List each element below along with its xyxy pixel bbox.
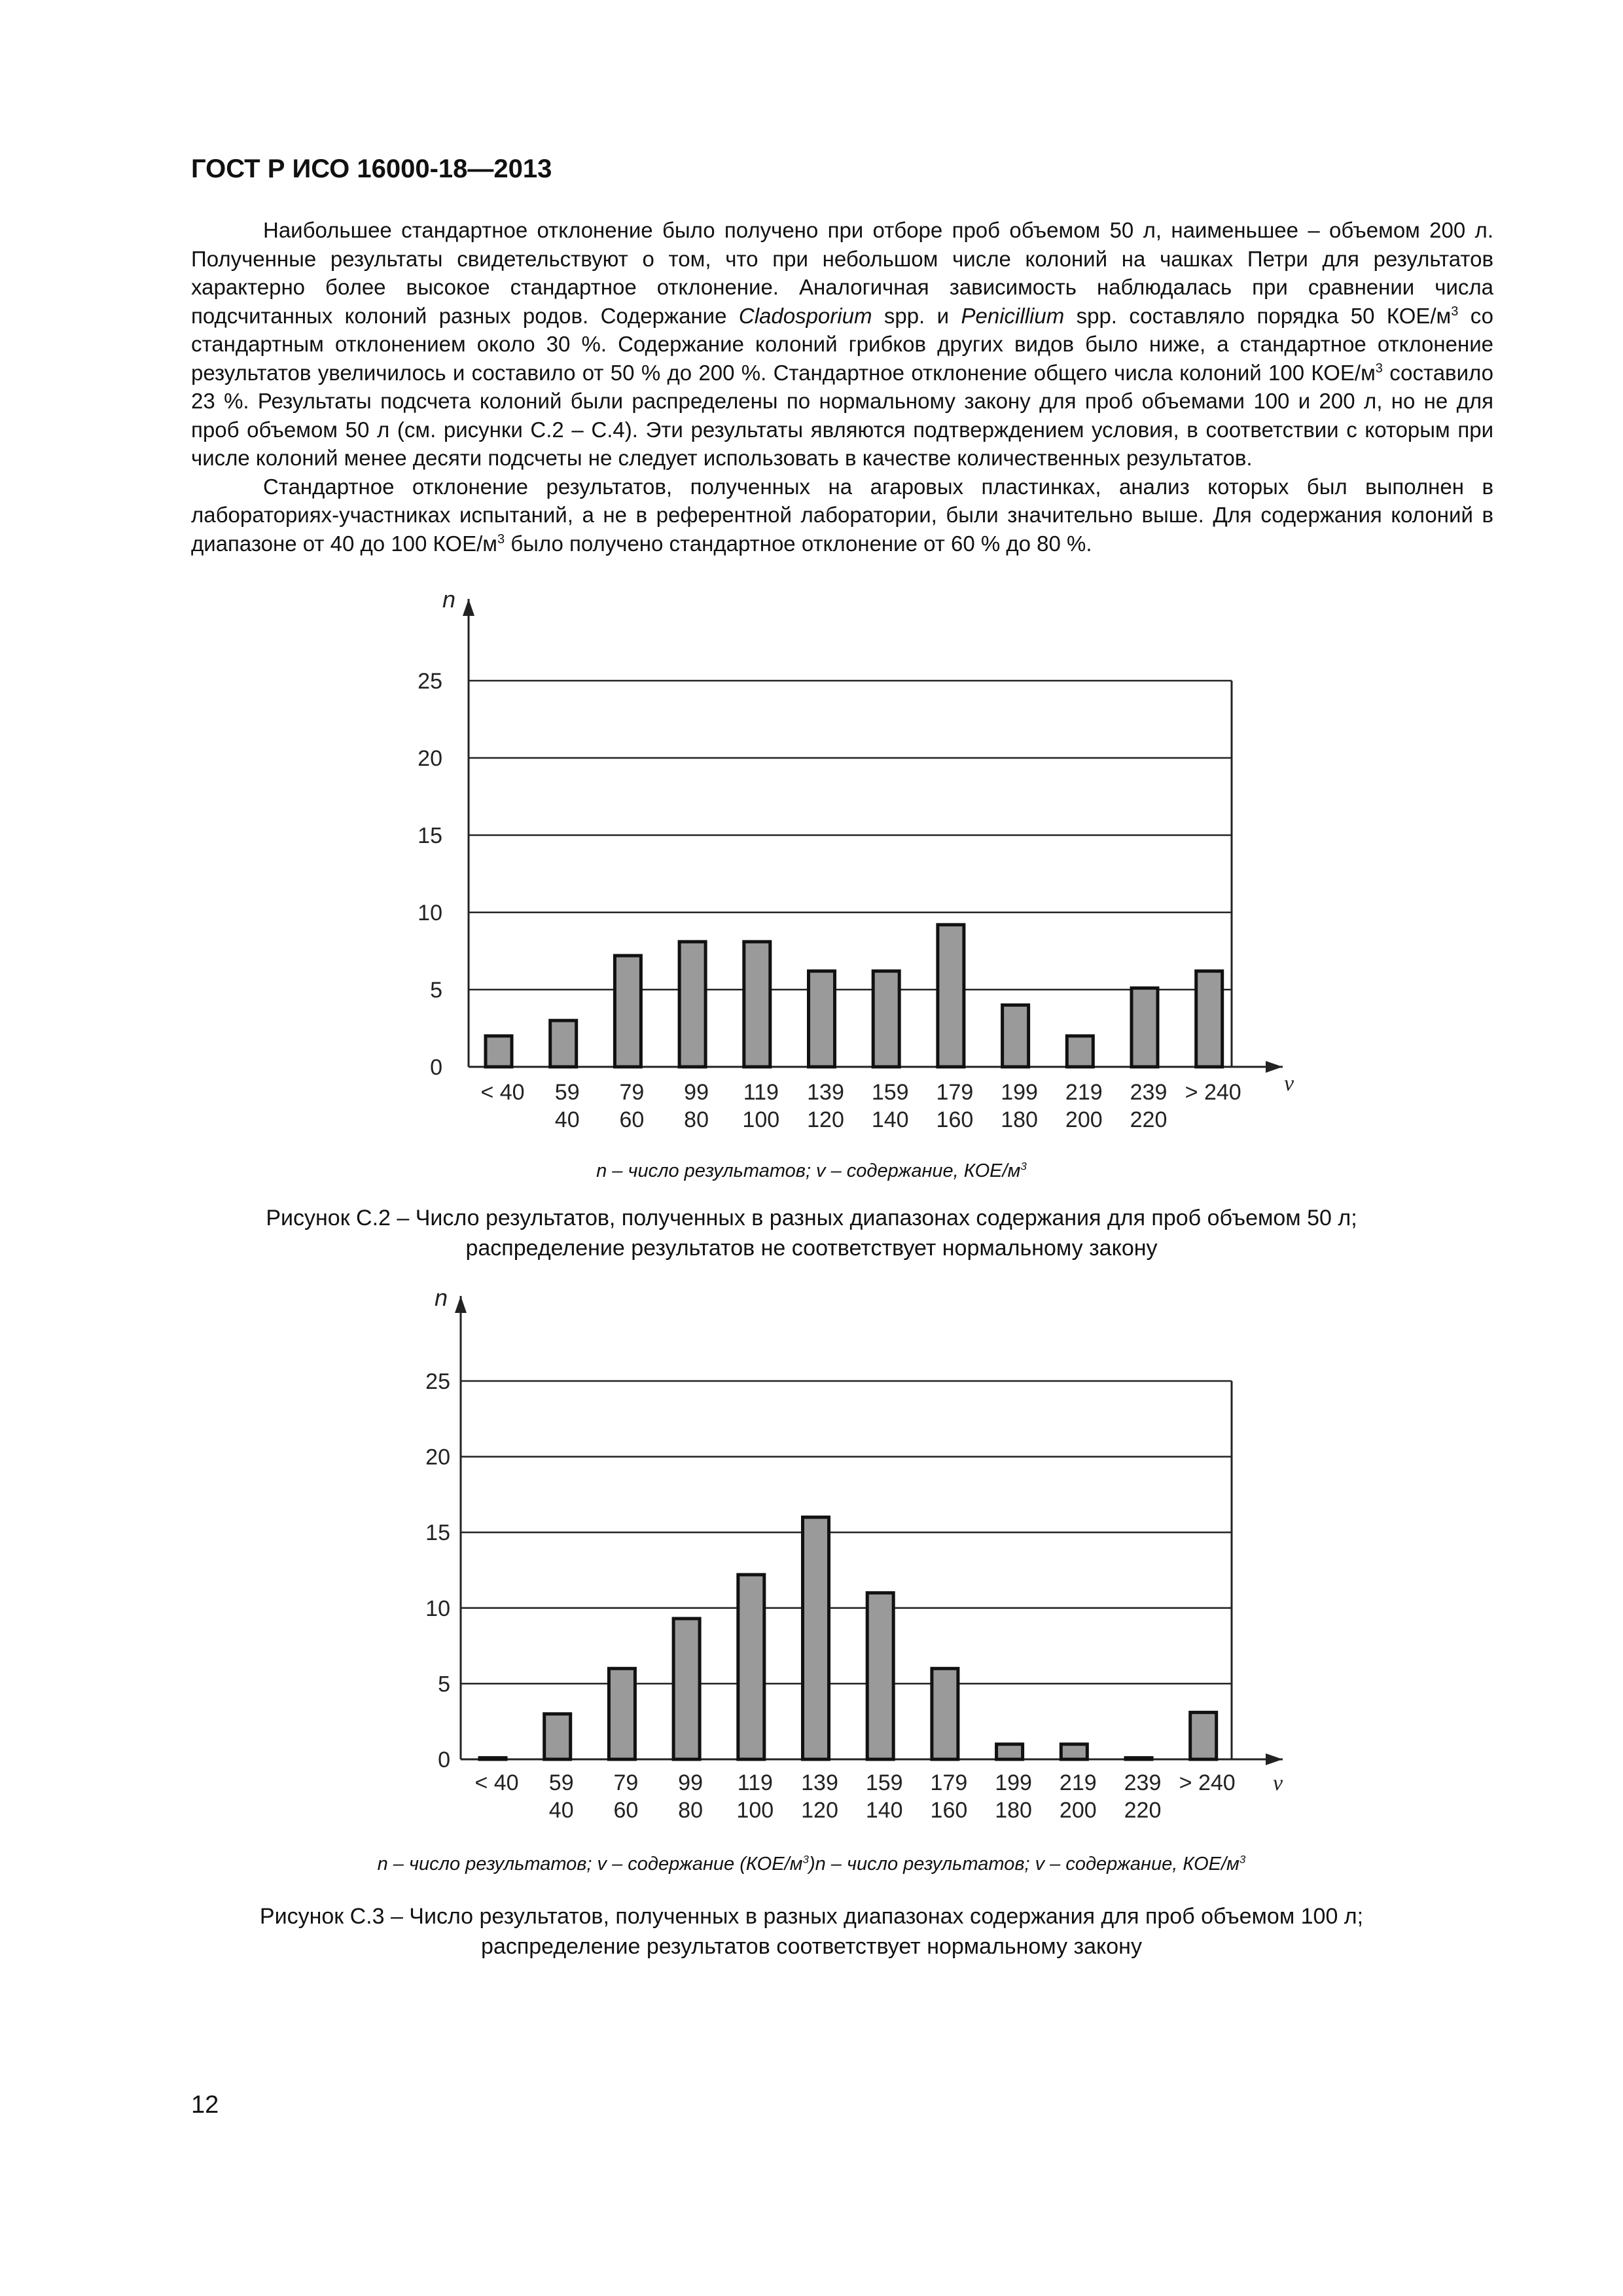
x-tick-label: 199 xyxy=(1001,1080,1038,1105)
x-tick-label: 179 xyxy=(936,1080,974,1105)
figure-c2-caption: Рисунок С.2 – Число результатов, полученных в разных диапазонах содержания для проб объемом 50 л; распределение результатов не соответствует нормальному закону xyxy=(266,1206,1357,1261)
x-tick-label-lower: 120 xyxy=(807,1107,844,1132)
y-tick-label: 10 xyxy=(425,1596,450,1621)
paragraph-2: Стандартное отклонение результатов, полученных на агаровых пластинках, анализ которых был выполнен в лабораториях-участниках испытаний, а не в референтной лаборатории, были значительно выше. Для содержания колоний в диапазоне от 40 до 100 КОЕ/$м^3$ было получено стандартное отклонение от 60 % до 80 %. xyxy=(191,474,1493,556)
x-tick-label: 219 xyxy=(1059,1770,1097,1795)
figure-c3-legend: n – число результатов; v – содержание $(КОЕ/м^3)n$ – число результатов; v – содержание, КОЕ/$м^3$ xyxy=(377,1853,1246,1874)
x-tick-label-lower: 200 xyxy=(1059,1798,1097,1823)
x-tick-label-lower: 140 xyxy=(871,1107,909,1132)
x-tick-label-lower: 80 xyxy=(684,1107,709,1132)
bar xyxy=(932,1668,958,1759)
x-tick-label: 159 xyxy=(871,1080,909,1105)
x-axis-label: v xyxy=(1284,1071,1294,1096)
x-tick-label-lower: 180 xyxy=(995,1798,1032,1823)
x-tick-label: < 40 xyxy=(480,1080,525,1105)
x-tick-label: 179 xyxy=(930,1770,968,1795)
x-tick-label: 79 xyxy=(613,1770,639,1795)
species-penicillium: Penicillium xyxy=(961,303,1065,328)
species-cladosporium: Cladosporium xyxy=(738,303,872,328)
x-tick-label: > 240 xyxy=(1185,1080,1241,1105)
y-tick-label: 20 xyxy=(425,1444,450,1470)
bar xyxy=(803,1517,829,1759)
y-axis-label: n xyxy=(442,586,456,613)
page-number: 12 xyxy=(191,2091,219,2119)
x-tick-label-lower: 160 xyxy=(930,1798,968,1823)
bar xyxy=(1061,1744,1087,1759)
bar xyxy=(867,1593,893,1759)
x-tick-label-lower: 120 xyxy=(801,1798,838,1823)
x-tick-label-lower: 220 xyxy=(1124,1798,1162,1823)
bar xyxy=(673,1619,700,1759)
x-tick-label: 139 xyxy=(807,1080,844,1105)
y-tick-label: 15 xyxy=(425,1520,450,1546)
y-tick-label: 25 xyxy=(425,1369,450,1394)
x-tick-label: 219 xyxy=(1065,1080,1103,1105)
x-tick-label-lower: 100 xyxy=(736,1798,774,1823)
x-tick-label-lower: 60 xyxy=(613,1798,639,1823)
bar xyxy=(738,1575,764,1759)
x-tick-label: 239 xyxy=(1130,1080,1168,1105)
y-tick-label: 5 xyxy=(430,978,442,1003)
x-tick-label-lower: 60 xyxy=(619,1107,645,1132)
x-tick-label: 199 xyxy=(995,1770,1032,1795)
figure-c3-caption: Рисунок С.3 – Число результатов, полученных в разных диапазонах содержания для проб объемом 100 л; распределение результатов соответствует нормальному закону xyxy=(259,1904,1364,1959)
x-tick-label: 59 xyxy=(548,1770,574,1795)
x-tick-label: 159 xyxy=(865,1770,903,1795)
bar xyxy=(1126,1758,1152,1759)
y-axis-label: n xyxy=(435,1284,448,1311)
bar xyxy=(997,1744,1023,1759)
figure-c2-legend: n – число результатов; v – содержание, КОЕ/$м^3$ xyxy=(596,1160,1027,1181)
y-axis-arrow xyxy=(455,1296,467,1313)
x-tick-label: > 240 xyxy=(1179,1770,1236,1795)
x-tick-label: 79 xyxy=(619,1080,645,1105)
x-tick-label: 99 xyxy=(678,1770,704,1795)
x-tick-label: 139 xyxy=(801,1770,838,1795)
y-tick-label: 15 xyxy=(418,823,442,848)
y-tick-label: 25 xyxy=(418,669,442,694)
x-tick-label: 99 xyxy=(684,1080,709,1105)
x-tick-label-lower: 220 xyxy=(1130,1107,1168,1132)
bar xyxy=(609,1668,635,1759)
x-axis-arrow xyxy=(1266,1753,1283,1765)
x-tick-label-lower: 40 xyxy=(548,1798,574,1823)
y-tick-label: 0 xyxy=(438,1748,450,1772)
bar xyxy=(544,1714,571,1759)
x-tick-label-lower: 140 xyxy=(865,1798,903,1823)
x-tick-label: 119 xyxy=(743,1080,779,1105)
bar xyxy=(1190,1712,1217,1759)
y-tick-label: 5 xyxy=(438,1672,450,1697)
x-tick-label: < 40 xyxy=(474,1770,519,1795)
x-tick-label: 119 xyxy=(737,1770,773,1795)
x-tick-label-lower: 200 xyxy=(1065,1107,1103,1132)
y-tick-label: 20 xyxy=(418,746,442,771)
paragraph-1: Наибольшее стандартное отклонение было получено при отборе проб объемом 50 л, наименьшее – объемом 200 л. Полученные результаты свидетельствуют о том, что при небольшом числе колоний на чашках Петри для результатов характерно более высокое стандартное отклонение. Аналогичная зависимость наблюдалась при сравнении числа подсчитанных колоний разных родов. Содержание Cladosporium spp. и Penicillium spp. составляло порядка 50 КОЕ/$м^3$ со стандартным отклонением около 30 %. Содержание колоний грибков других видов было ниже, а стандартное отклонение результатов увеличилось и составило от 50 % до 200 %. Стандартное отклонение общего числа колоний 100 КОЕ/$м^3$ составило 23 %. Результаты подсчета колоний были распределены по нормальному закону для проб объемами 100 и 200 л, но не для проб объемом 50 л (см. рисунки С.2 – С.4). Эти результаты являются подтверждением условия, в соответствии с которым при числе колоний менее десяти подсчеты не следует использовать в качестве количественных результатов. xyxy=(191,218,1493,470)
x-tick-label: 59 xyxy=(554,1080,580,1105)
x-tick-label-lower: 80 xyxy=(678,1798,704,1823)
x-axis-label: v xyxy=(1273,1771,1283,1795)
x-tick-label-lower: 40 xyxy=(554,1107,580,1132)
document-header: ГОСТ Р ИСО 16000-18—2013 xyxy=(191,154,552,183)
x-tick-label-lower: 100 xyxy=(742,1107,780,1132)
x-tick-label-lower: 160 xyxy=(936,1107,974,1132)
y-tick-label: 10 xyxy=(418,901,442,925)
x-tick-label-lower: 180 xyxy=(1001,1107,1038,1132)
y-tick-label: 0 xyxy=(430,1055,442,1080)
x-tick-label: 239 xyxy=(1124,1770,1162,1795)
bar xyxy=(480,1758,506,1759)
